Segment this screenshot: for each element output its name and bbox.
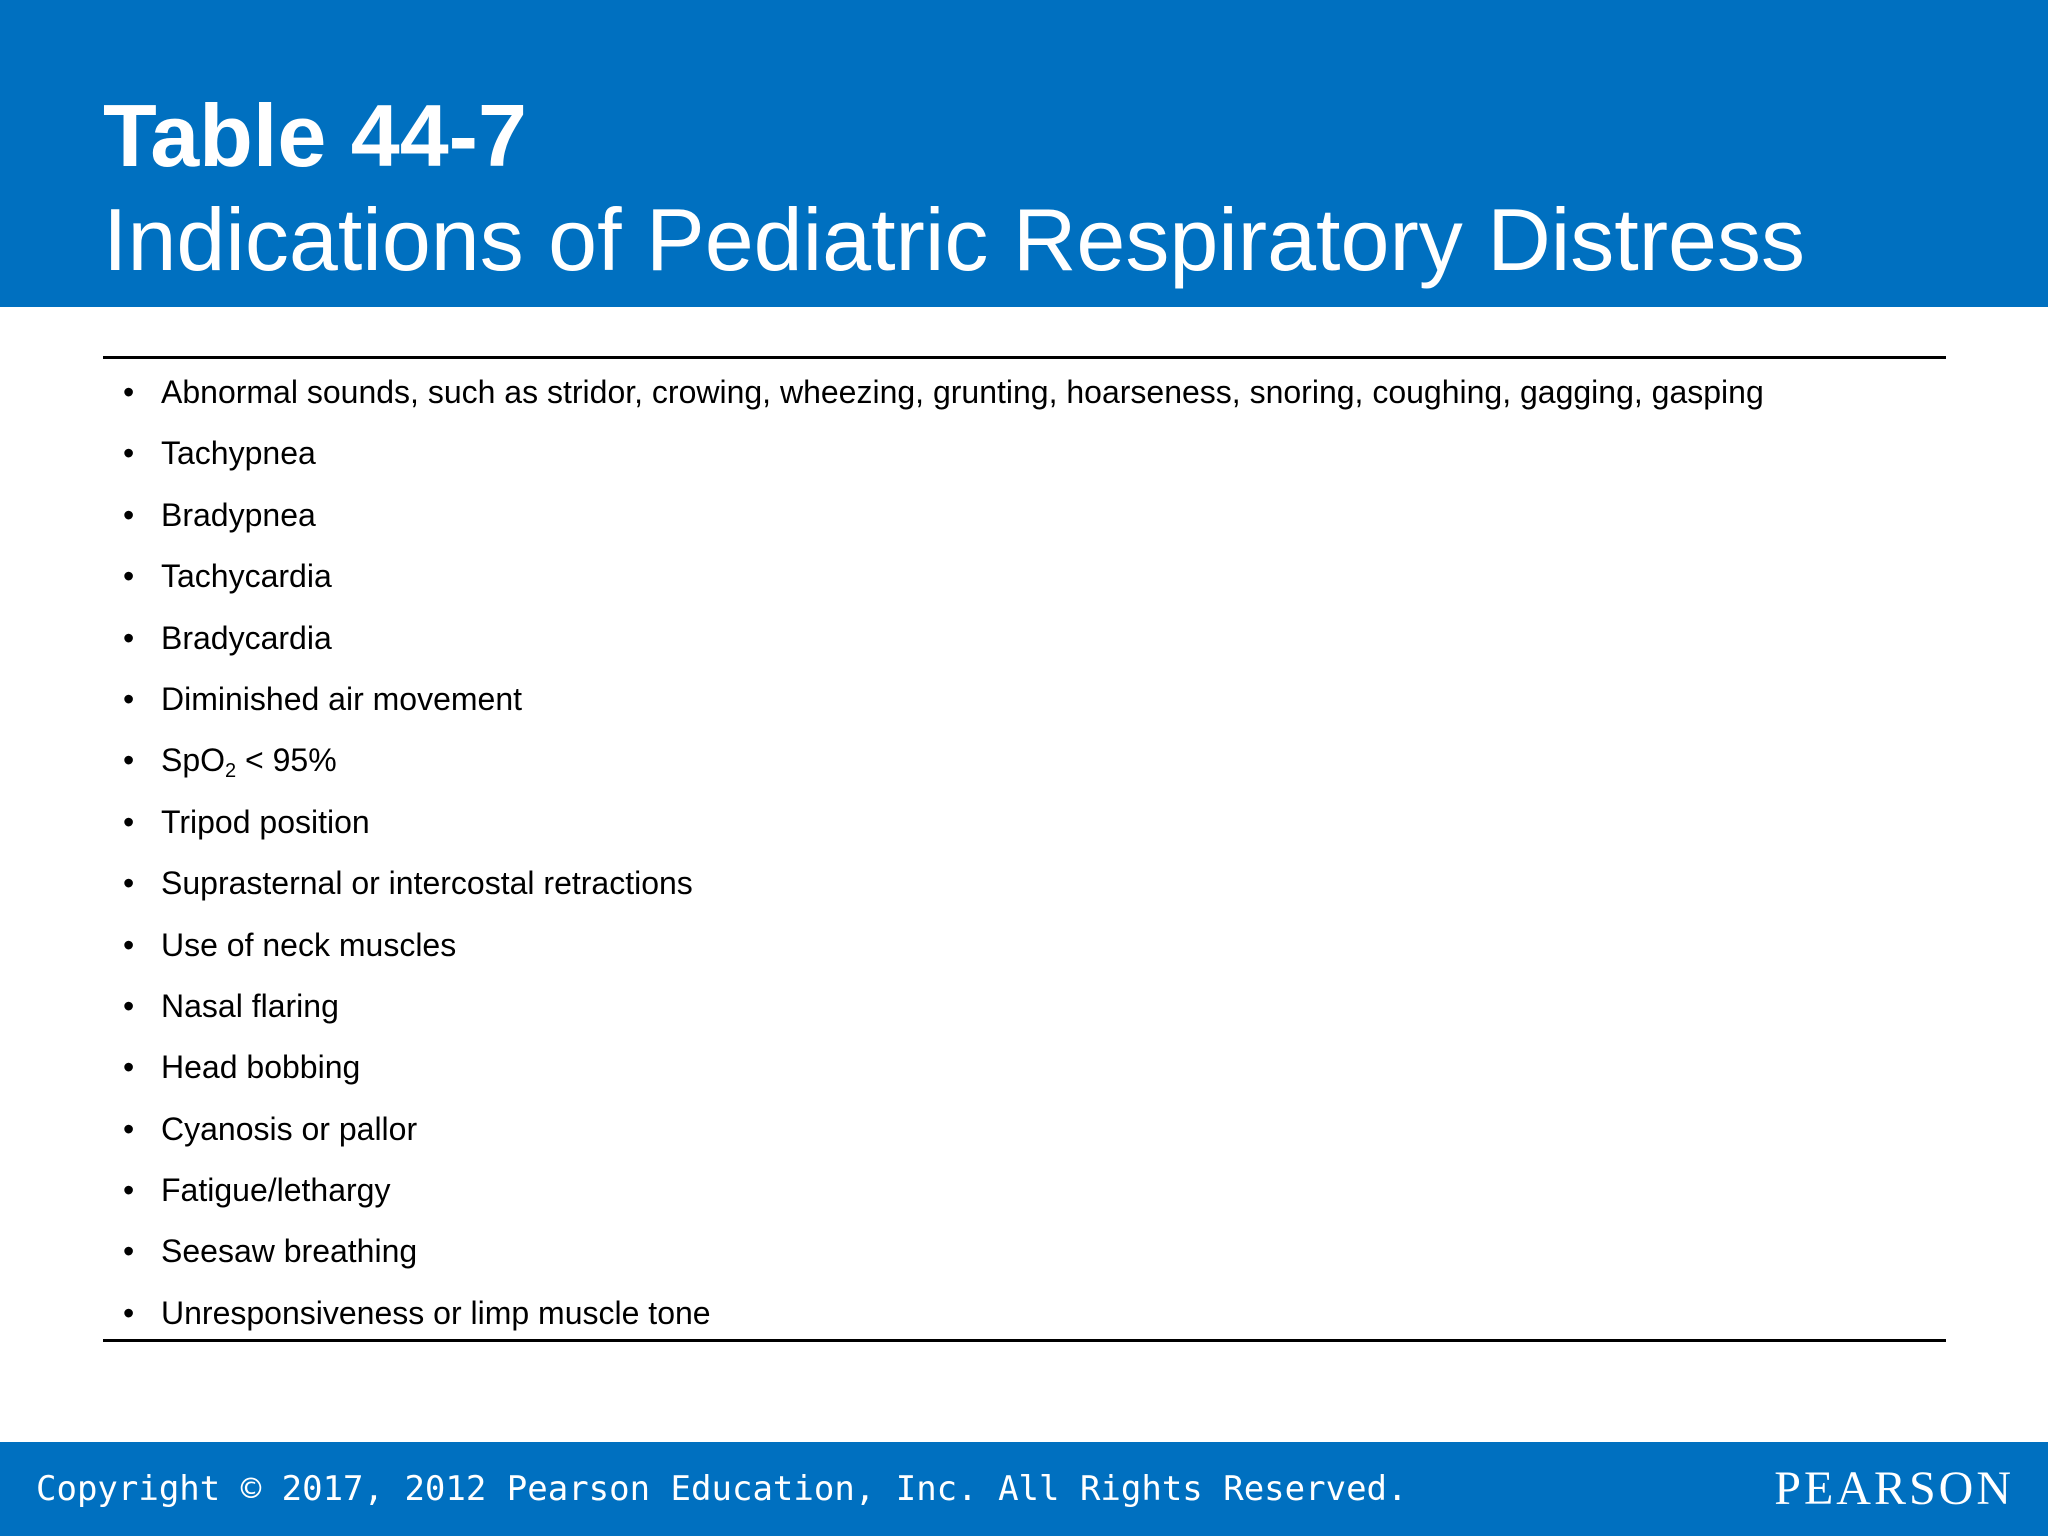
bullet: •: [123, 1172, 135, 1209]
spo2-suffix: < 95%: [236, 742, 337, 779]
list-item-text: Cyanosis or pallor: [161, 1110, 418, 1147]
bullet: •: [123, 619, 135, 656]
list-item-text: Bradypnea: [161, 496, 316, 533]
bullet: •: [123, 680, 135, 717]
bullet: •: [123, 374, 135, 410]
bullet: •: [123, 865, 135, 902]
bullet: •: [123, 926, 135, 963]
list-item-text: Nasal flaring: [161, 987, 339, 1024]
list-item-text: Seesaw breathing: [161, 1233, 418, 1270]
spo2-prefix: SpO: [161, 742, 226, 779]
list-item-text: Diminished air movement: [161, 680, 523, 717]
bullet: •: [123, 1233, 135, 1270]
table-title: Indications of Pediatric Respiratory Distress: [103, 190, 1805, 289]
bullet: •: [123, 496, 135, 533]
footer-band: [0, 1442, 2048, 1536]
bullet: •: [123, 803, 135, 840]
list-item-text: Unresponsiveness or limp muscle tone: [161, 1294, 711, 1331]
bullet: •: [123, 558, 135, 595]
copyright-notice: Copyright © 2017, 2012 Pearson Education, Inc. All Rights Reserved.: [36, 1469, 1408, 1509]
list-item-text: Use of neck muscles: [161, 926, 457, 963]
table-number: Table 44-7: [103, 86, 527, 185]
list-item-text: Bradycardia: [161, 619, 332, 656]
list-item-text: Tripod position: [161, 803, 370, 840]
pearson-logo: PEARSON: [1774, 1462, 2014, 1515]
bullet: •: [123, 987, 135, 1024]
table-bottom-rule: [103, 1339, 1946, 1342]
spo2-subscript: 2: [225, 760, 237, 783]
header-band: [0, 0, 2048, 307]
bullet: •: [123, 742, 135, 779]
bullet: •: [123, 1049, 135, 1086]
list-item-text: [161, 730, 337, 791]
bullet: •: [123, 435, 135, 472]
bullet: •: [123, 1294, 135, 1331]
list-item-text: Head bobbing: [161, 1049, 361, 1086]
list-item-text: Tachypnea: [161, 435, 316, 472]
list-item-text: Fatigue/lethargy: [161, 1172, 391, 1209]
list-item-text: Tachycardia: [161, 558, 332, 595]
list-item-text: Abnormal sounds, such as stridor, crowing, wheezing, grunting, hoarseness, snoring, coughing, gagging, gasping: [161, 374, 1764, 410]
list-item-text: Suprasternal or intercostal retractions: [161, 865, 693, 902]
bullet: •: [123, 1110, 135, 1147]
table-top-rule: [103, 356, 1946, 359]
